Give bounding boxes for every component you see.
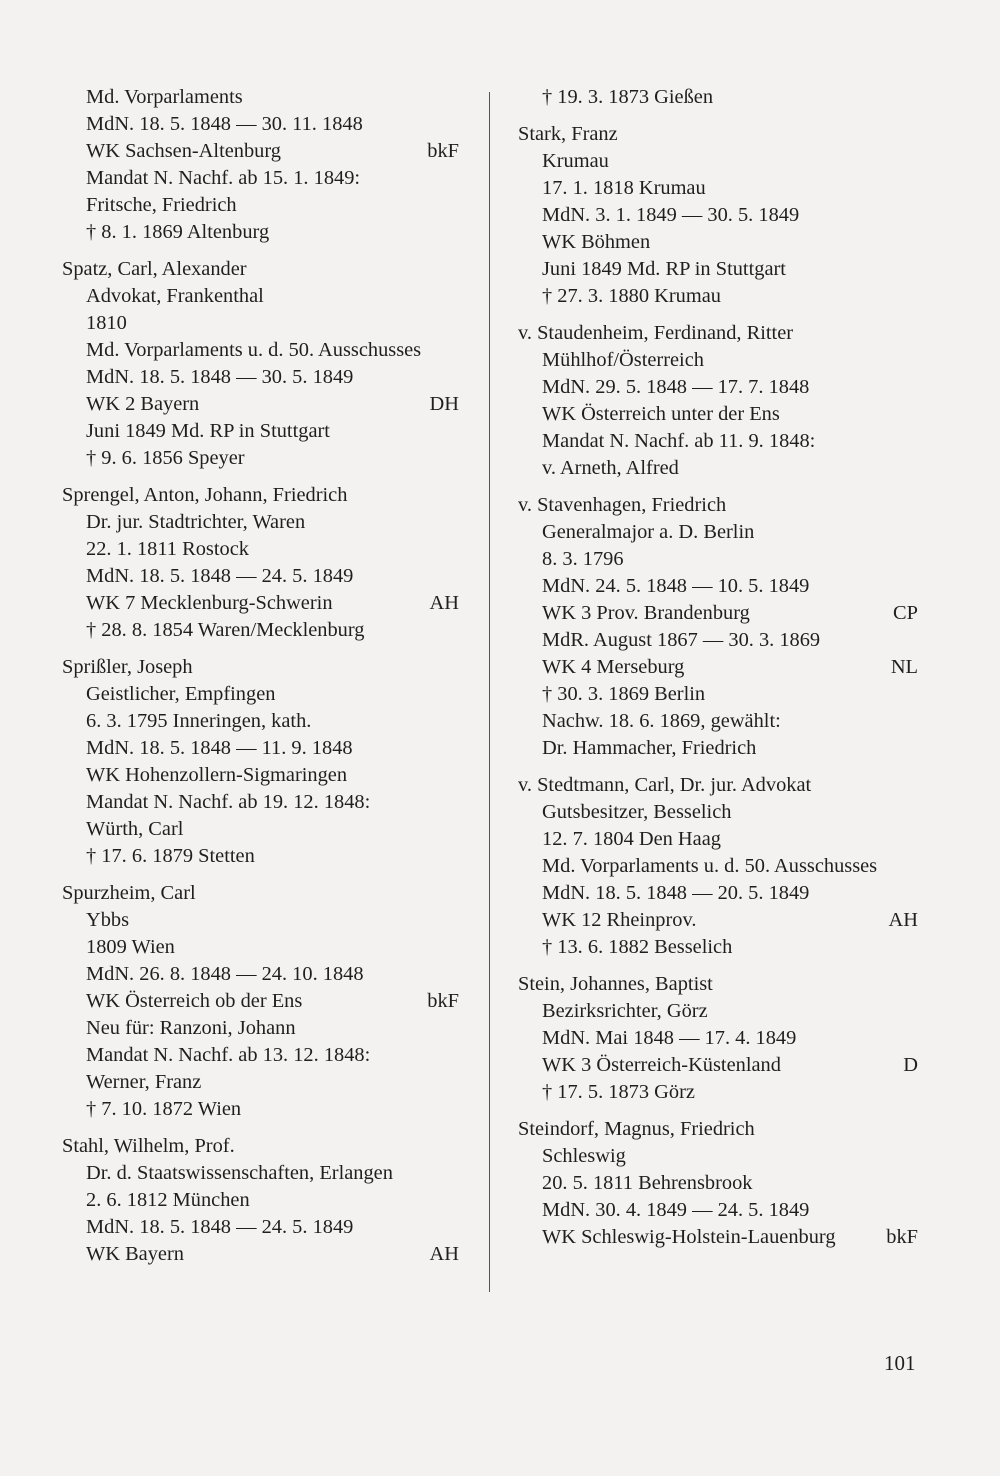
entry-line-text: 8. 3. 1796 [542,548,624,570]
entry-line [518,519,918,546]
entry-line-text: † 19. 3. 1873 Gießen [542,86,714,108]
entry-name-text: v. Staudenheim, Ferdinand, Ritter [518,322,794,344]
entry-line [518,283,918,310]
entry-line-text: 22. 1. 1811 Rostock [86,538,249,560]
entry-line-text: WK Sachsen-Altenburg [86,140,281,162]
entry-line [62,165,459,192]
entry-line [518,374,918,401]
entry-line-text: MdN. 18. 5. 1848 — 24. 5. 1849 [86,565,354,587]
biography-entry [62,880,459,1123]
faction-tag: bkF [427,990,459,1012]
entry-line-text: Mandat N. Nachf. ab 11. 9. 1848: [542,430,816,452]
entry-line-text: 2. 6. 1812 München [86,1189,250,1211]
entry-line [62,590,459,617]
entry-line-text: Md. Vorparlaments u. d. 50. Ausschusses [542,855,878,877]
entry-line-text: † 7. 10. 1872 Wien [86,1098,242,1120]
entry-line [518,256,918,283]
entry-line [518,1143,918,1170]
entry-line-text: † 8. 1. 1869 Altenburg [86,221,270,243]
page-number: 101 [884,1351,916,1375]
entry-line-text: MdN. Mai 1848 — 17. 4. 1849 [542,1027,797,1049]
biography-entry [62,256,459,472]
entry-line-text: Mandat N. Nachf. ab 15. 1. 1849: [86,167,361,189]
entry-line [518,573,918,600]
faction-tag: CP [893,602,918,624]
biography-entry [518,772,918,961]
entry-line-text: MdN. 18. 5. 1848 — 20. 5. 1849 [542,882,810,904]
column-divider [489,92,490,1292]
entry-line [62,735,459,762]
entry-name [518,971,918,998]
entry-line-text: WK 3 Prov. Brandenburg [542,602,750,624]
entry-line [518,229,918,256]
entry-line [518,401,918,428]
entry-line-text: Advokat, Frankenthal [86,285,264,307]
entry-line [518,1197,918,1224]
entry-line-text: Mandat N. Nachf. ab 13. 12. 1848: [86,1044,371,1066]
entry-line [518,853,918,880]
entry-line [62,536,459,563]
entry-line-text: 17. 1. 1818 Krumau [542,177,706,199]
entry-name [518,492,918,519]
entry-line [518,934,918,961]
entry-line-text: Neu für: Ranzoni, Johann [86,1017,296,1039]
entry-line [62,1214,459,1241]
entry-line-text: WK 7 Mecklenburg-Schwerin [86,592,333,614]
entry-line [518,880,918,907]
faction-tag: DH [429,393,459,415]
entry-name [518,1116,918,1143]
entry-line-text: MdN. 24. 5. 1848 — 10. 5. 1849 [542,575,810,597]
entry-line [62,1096,459,1123]
entry-line-text: † 17. 5. 1873 Görz [542,1081,695,1103]
entry-name-text: Sprißler, Joseph [62,656,193,678]
entry-line-text: 1810 [86,312,127,334]
entry-line-text: WK 2 Bayern [86,393,200,415]
entry-line-text: MdN. 18. 5. 1848 — 30. 5. 1849 [86,366,354,388]
entry-name-text: Sprengel, Anton, Johann, Friedrich [62,484,348,506]
entry-line [62,789,459,816]
entry-line [518,347,918,374]
entry-line [62,563,459,590]
entry-name [518,320,918,347]
entry-line [518,1025,918,1052]
entry-line [518,600,918,627]
entry-line [62,988,459,1015]
entry-line [62,219,459,246]
entry-name-text: Steindorf, Magnus, Friedrich [518,1118,755,1140]
entry-line [518,546,918,573]
entry-line [62,961,459,988]
right-column [518,84,918,1261]
entry-line [518,455,918,482]
entry-line-text: Juni 1849 Md. RP in Stuttgart [86,420,330,442]
faction-tag: AH [888,909,918,931]
entry-line [62,138,459,165]
entry-line-text: Schleswig [542,1145,626,1167]
entry-name-text: v. Stavenhagen, Friedrich [518,494,727,516]
biography-entry [518,84,918,111]
biography-entry [62,654,459,870]
faction-tag: D [903,1054,918,1076]
entry-line-text: † 28. 8. 1854 Waren/Mecklenburg [86,619,365,641]
entry-line-text: WK Österreich unter der Ens [542,403,780,425]
entry-line-text: † 30. 3. 1869 Berlin [542,683,706,705]
entry-line [62,1042,459,1069]
entry-line [62,192,459,219]
entry-line-text: Fritsche, Friedrich [86,194,237,216]
entry-line-text: Gutsbesitzer, Besselich [542,801,732,823]
entry-line [518,826,918,853]
entry-line-text: 6. 3. 1795 Inneringen, kath. [86,710,312,732]
faction-tag: bkF [886,1226,918,1248]
entry-line-text: † 17. 6. 1879 Stetten [86,845,255,867]
entry-line [518,84,918,111]
entry-line-text: Mandat N. Nachf. ab 19. 12. 1848: [86,791,371,813]
entry-line-text: 1809 Wien [86,936,175,958]
entry-line [62,1015,459,1042]
entry-name-text: Spatz, Carl, Alexander [62,258,247,280]
entry-name-text: Stahl, Wilhelm, Prof. [62,1135,235,1157]
entry-line [62,283,459,310]
entry-line-text: Würth, Carl [86,818,184,840]
entry-line [62,1241,459,1268]
entry-line-text: Nachw. 18. 6. 1869, gewählt: [542,710,781,732]
entry-line [62,907,459,934]
entry-line-text: WK Österreich ob der Ens [86,990,303,1012]
entry-line-text: MdN. 18. 5. 1848 — 11. 9. 1848 [86,737,353,759]
entry-line-text: Ybbs [86,909,130,931]
entry-line-text: † 13. 6. 1882 Besselich [542,936,733,958]
entry-line-text: v. Arneth, Alfred [542,457,679,479]
biography-entry [518,121,918,310]
entry-line [518,1224,918,1251]
entry-line-text: Md. Vorparlaments [86,86,243,108]
entry-line-text: Dr. Hammacher, Friedrich [542,737,757,759]
entry-name-text: Spurzheim, Carl [62,882,196,904]
entry-line [518,1170,918,1197]
entry-name [62,256,459,283]
entry-name [62,654,459,681]
left-column [62,84,459,1278]
entry-line-text: MdN. 30. 4. 1849 — 24. 5. 1849 [542,1199,810,1221]
biography-entry [62,84,459,246]
entry-line-text: 20. 5. 1811 Behrensbrook [542,1172,753,1194]
faction-tag: NL [890,656,918,678]
entry-line-text: MdN. 29. 5. 1848 — 17. 7. 1848 [542,376,810,398]
entry-line [518,735,918,762]
entry-line-text: WK Bayern [86,1243,184,1265]
entry-line-text: Geistlicher, Empfingen [86,683,276,705]
entry-line [62,509,459,536]
entry-line [518,654,918,681]
entry-line [518,998,918,1025]
entry-line [62,934,459,961]
entry-line [62,1069,459,1096]
entry-line [518,1079,918,1106]
entry-line [62,445,459,472]
entry-line [518,1052,918,1079]
entry-line-text: Dr. jur. Stadtrichter, Waren [86,511,306,533]
entry-name-text: Stark, Franz [518,123,618,145]
entry-line [518,428,918,455]
entry-line [518,681,918,708]
entry-name [62,482,459,509]
entry-name-text: Stein, Johannes, Baptist [518,973,713,995]
entry-name [62,880,459,907]
entry-line [62,84,459,111]
entry-line-text: † 27. 3. 1880 Krumau [542,285,721,307]
entry-name [518,772,918,799]
entry-line [62,337,459,364]
entry-line-text: Werner, Franz [86,1071,202,1093]
entry-line-text: Generalmajor a. D. Berlin [542,521,755,543]
entry-line [62,310,459,337]
entry-line [62,391,459,418]
entry-line [62,111,459,138]
entry-line-text: WK 3 Österreich-Küstenland [542,1054,781,1076]
biography-entry [62,482,459,644]
faction-tag: AH [429,1243,459,1265]
entry-line [62,843,459,870]
entry-line-text: WK Hohenzollern-Sigmaringen [86,764,348,786]
biography-entry [62,1133,459,1268]
entry-name [518,121,918,148]
entry-line [518,202,918,229]
entry-line-text: Md. Vorparlaments u. d. 50. Ausschusses [86,339,422,361]
entry-line-text: 12. 7. 1804 Den Haag [542,828,721,850]
entry-line-text: Krumau [542,150,609,172]
entry-line [518,708,918,735]
entry-line-text: MdN. 3. 1. 1849 — 30. 5. 1849 [542,204,800,226]
entry-line-text: Juni 1849 Md. RP in Stuttgart [542,258,786,280]
entry-line-text: WK Böhmen [542,231,651,253]
entry-name-text: v. Stedtmann, Carl, Dr. jur. Advokat [518,774,812,796]
faction-tag: bkF [427,140,459,162]
entry-line [62,617,459,644]
entry-line-text: MdN. 26. 8. 1848 — 24. 10. 1848 [86,963,364,985]
biography-entry [518,971,918,1106]
entry-line-text: Dr. d. Staatswissenschaften, Erlangen [86,1162,393,1184]
entry-line-text: Mühlhof/Österreich [542,349,704,371]
biography-entry [518,492,918,762]
entry-line [62,1187,459,1214]
entry-line [518,627,918,654]
entry-line-text: Bezirksrichter, Görz [542,1000,708,1022]
entry-line [62,762,459,789]
entry-line [62,708,459,735]
entry-line [518,175,918,202]
entry-line-text: WK 12 Rheinprov. [542,909,697,931]
entry-line [62,1160,459,1187]
entry-line-text: MdN. 18. 5. 1848 — 24. 5. 1849 [86,1216,354,1238]
entry-line [518,148,918,175]
entry-line [518,907,918,934]
entry-line-text: MdR. August 1867 — 30. 3. 1869 [542,629,821,651]
entry-name [62,1133,459,1160]
entry-line [518,799,918,826]
biography-entry [518,1116,918,1251]
entry-line-text: WK Schleswig-Holstein-Lauenburg [542,1226,836,1248]
entry-line [62,681,459,708]
entry-line [62,418,459,445]
entry-line-text: MdN. 18. 5. 1848 — 30. 11. 1848 [86,113,363,135]
biography-entry [518,320,918,482]
entry-line [62,816,459,843]
entry-line-text: WK 4 Merseburg [542,656,685,678]
entry-line-text: † 9. 6. 1856 Speyer [86,447,245,469]
faction-tag: AH [429,592,459,614]
entry-line [62,364,459,391]
